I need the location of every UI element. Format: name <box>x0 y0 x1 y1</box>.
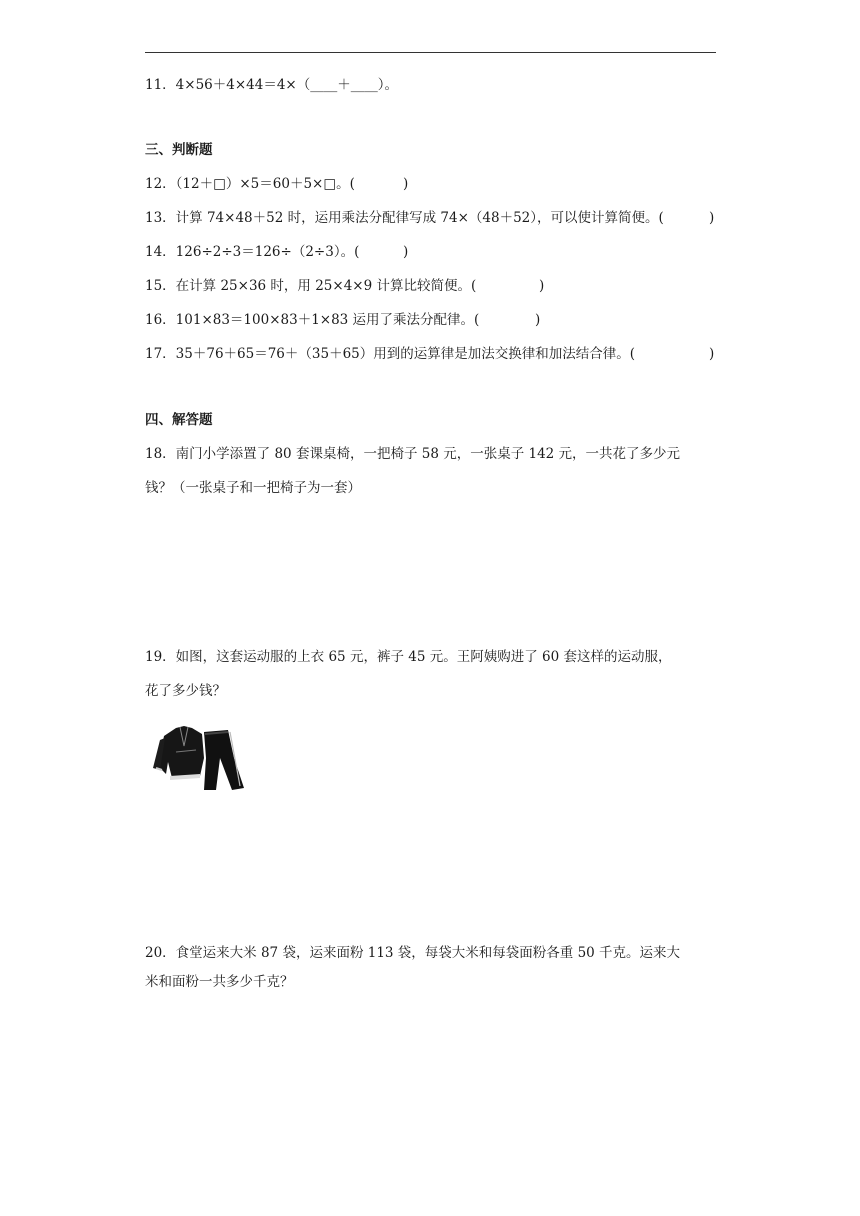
question-14-paren: ) <box>403 244 409 260</box>
question-16: 16．101×83＝100×83＋1×83 运用了乘法分配律。( <box>145 312 480 328</box>
question-13: 13．计算 74×48＋52 时，运用乘法分配律写成 74×（48＋52），可以使计算简便。( <box>145 210 664 226</box>
question-20-line-2: 米和面粉一共多少千克？ <box>145 974 294 990</box>
question-17: 17．35＋76＋65＝76＋（35＋65）用到的运算律是加法交换律和加法结合律。( <box>145 346 636 362</box>
question-20-line-1: 20．食堂运来大米 87 袋，运来面粉 113 袋，每袋大米和每袋面粉各重 50 千克。运来大 <box>145 945 681 961</box>
question-17-paren: ) <box>709 346 715 362</box>
question-11: 11．4×56＋4×44＝4×（____＋____）。 <box>145 77 398 93</box>
header-rule <box>145 52 716 53</box>
question-14: 14．126÷2÷3＝126÷（2÷3）。( <box>145 244 360 260</box>
question-18-line-2: 钱？（一张桌子和一把椅子为一套） <box>145 480 361 496</box>
question-15: 15．在计算 25×36 时，用 25×4×9 计算比较简便。( <box>145 278 477 294</box>
question-12-paren: ) <box>403 176 409 192</box>
question-18-line-1: 18．南门小学添置了 80 套课桌椅，一把椅子 58 元，一张桌子 142 元，一共花了多少元 <box>145 446 681 462</box>
question-19-line-1: 19．如图，这套运动服的上衣 65 元，裤子 45 元。王阿姨购进了 60 套这样的运动服， <box>145 649 672 665</box>
section-4-heading: 四、解答题 <box>145 412 213 428</box>
question-12: 12．（12＋□）×5＝60＋5×□。( <box>145 176 355 192</box>
section-3-heading: 三、判断题 <box>145 142 213 158</box>
question-19-line-2: 花了多少钱？ <box>145 683 226 699</box>
question-15-paren: ) <box>539 278 545 294</box>
question-13-paren: ) <box>709 210 715 226</box>
question-16-paren: ) <box>535 312 541 328</box>
tracksuit-image <box>150 718 248 792</box>
